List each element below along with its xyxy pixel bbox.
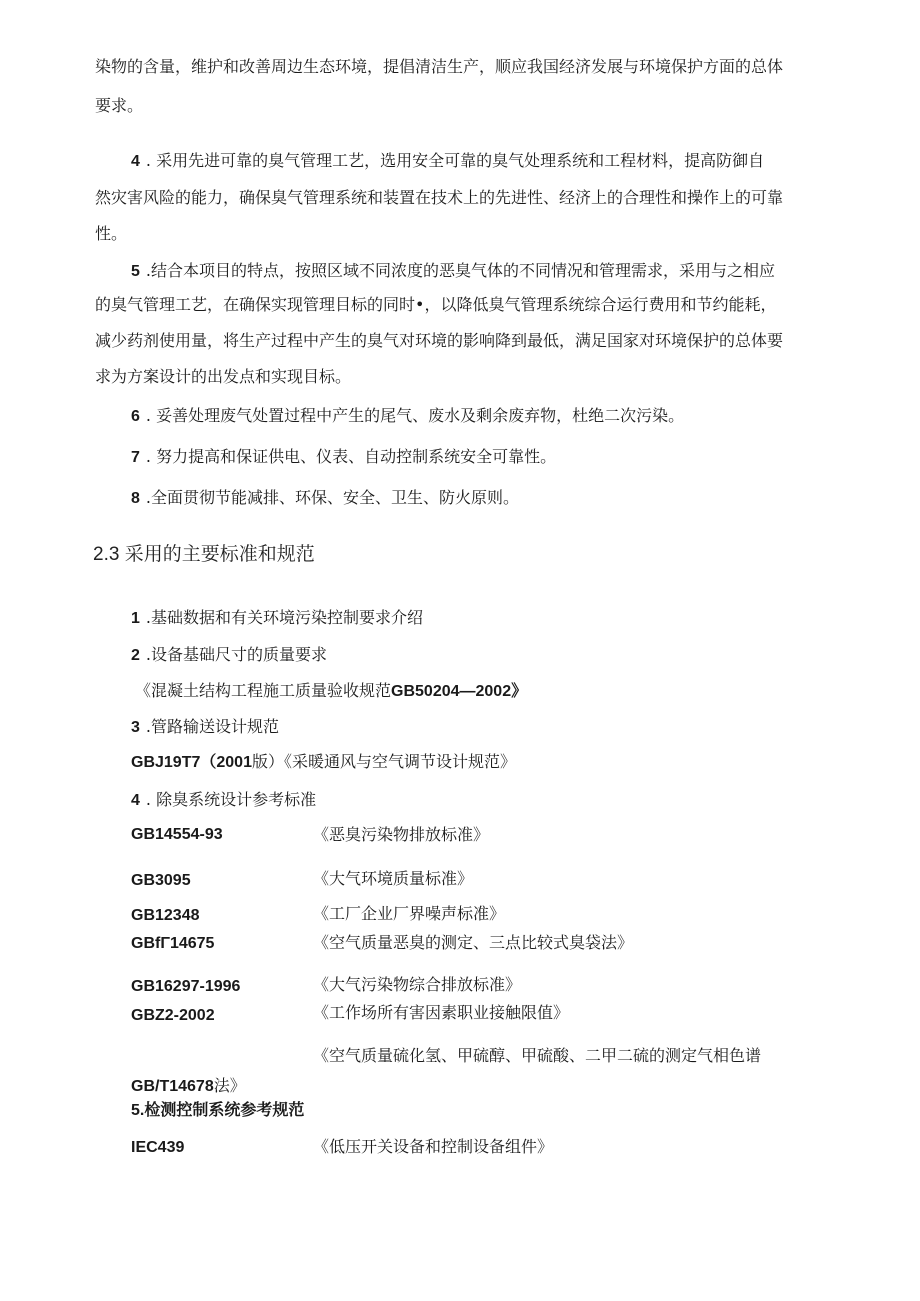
item-8-number: 8 [131,490,140,507]
item-5-line-3: 减少药剂使用量，将生产过程中产生的臭气对环境的影响降到最低，满足国家对环境保护的总体要 [95,331,784,350]
item-5-line-4: 求为方案设计的出发点和实现目标。 [95,367,352,386]
item-4-line-3: 性。 [95,224,128,243]
item-4-line-2: 然灾害风险的能力，确保臭气管理系统和装置在技术上的先进性、经济上的合理性和操作上的可靠 [95,188,784,207]
standard-code: GB16297-1996 [131,978,241,995]
item-5-line-1 [131,261,775,282]
item-5-number: 5 [131,263,140,280]
standard-code: GB14554-93 [131,826,223,843]
standard-code: GBfΓ14675 [131,935,215,952]
standard-code: GBZ2-2002 [131,1007,215,1024]
standard-item-2-number: 2 [131,647,140,664]
standard-name: 《工厂企业厂界噪声标准》 [313,904,506,923]
item-6-text: . 妥善处理废气处置过程中产生的尾气、废水及剩余废弃物，杜绝二次污染。 [145,406,685,425]
standard-item-4-text: . 除臭系统设计参考标准 [145,790,317,809]
standard-item-4-number: 4 [131,792,140,809]
section-heading: 2.3 采用的主要标准和规范 [93,544,315,565]
concrete-standard-title: 《混凝土结构工程施工质量验收规范 [135,681,392,700]
item-7 [131,447,556,468]
intro-line-2: 要求。 [95,96,144,115]
standard-item-1 [131,608,423,629]
item-6 [131,406,684,427]
standard-name: 《工作场所有害因素职业接触限值》 [313,1003,570,1022]
item-5-text: .结合本项目的特点，按照区域不同浓度的恶臭气体的不同情况和管理需求，采用与之相应 [145,261,775,280]
gbt14678-name: 《空气质量硫化氢、甲硫醇、甲硫酸、二甲二硫的测定气相色谱 [313,1046,762,1065]
standard-name: 《大气污染物综合排放标准》 [313,975,522,994]
standard-name: 《大气环境质量标准》 [313,869,474,888]
item-4-text: . 采用先进可靠的臭气管理工艺，选用安全可靠的臭气处理系统和工程材料，提高防御自 [145,151,765,170]
standard-item-1-number: 1 [131,610,140,627]
standard-code: GB12348 [131,907,200,924]
item-4-number: 4 [131,153,140,170]
item-8 [131,488,519,509]
item-4-line-1 [131,151,764,172]
gbt14678-suffix: 法》 [213,1076,246,1095]
standard-item-3 [131,717,279,738]
item-7-text: . 努力提高和保证供电、仪表、自动控制系统安全可靠性。 [145,447,557,466]
intro-line-1: 染物的含量，维护和改善周边生态环境，提倡清洁生产，顺应我国经济发展与环境保护方面的总体 [95,57,784,76]
concrete-standard-ref [135,681,527,702]
hvac-standard-ref [131,752,516,773]
item-5-line-2: 的臭气管理工艺，在确保实现管理目标的同时•，以降低臭气管理系统综合运行费用和节约能耗， [95,295,777,314]
iec-code: IEC439 [131,1139,185,1156]
control-system-heading: 5.检测控制系统参考规范 [131,1102,305,1119]
gbt14678-code-line [131,1076,246,1097]
standard-code: GB3095 [131,872,191,889]
item-6-number: 6 [131,408,140,425]
concrete-standard-code: GB50204—2002》 [391,683,528,700]
iec-name: 《低压开关设备和控制设备组件》 [313,1137,554,1156]
hvac-standard-title: 版）《采暖通风与空气调节设计规范》 [251,752,516,771]
standard-item-3-number: 3 [131,719,140,736]
gbt14678-code: GB/T14678 [131,1078,214,1095]
hvac-standard-code: GBJ19T7（2001 [131,754,252,771]
standard-item-4 [131,790,316,811]
standard-item-1-text: .基础数据和有关环境污染控制要求介绍 [145,608,423,627]
item-8-text: .全面贯彻节能减排、环保、安全、卫生、防火原则。 [145,488,519,507]
standard-name: 《空气质量恶臭的测定、三点比较式臭袋法》 [313,933,634,952]
standard-name: 《恶臭污染物排放标准》 [313,825,490,844]
standard-item-2 [131,645,327,666]
standard-item-3-text: .管路输送设计规范 [145,717,279,736]
standard-item-2-text: .设备基础尺寸的质量要求 [145,645,327,664]
item-7-number: 7 [131,449,140,466]
